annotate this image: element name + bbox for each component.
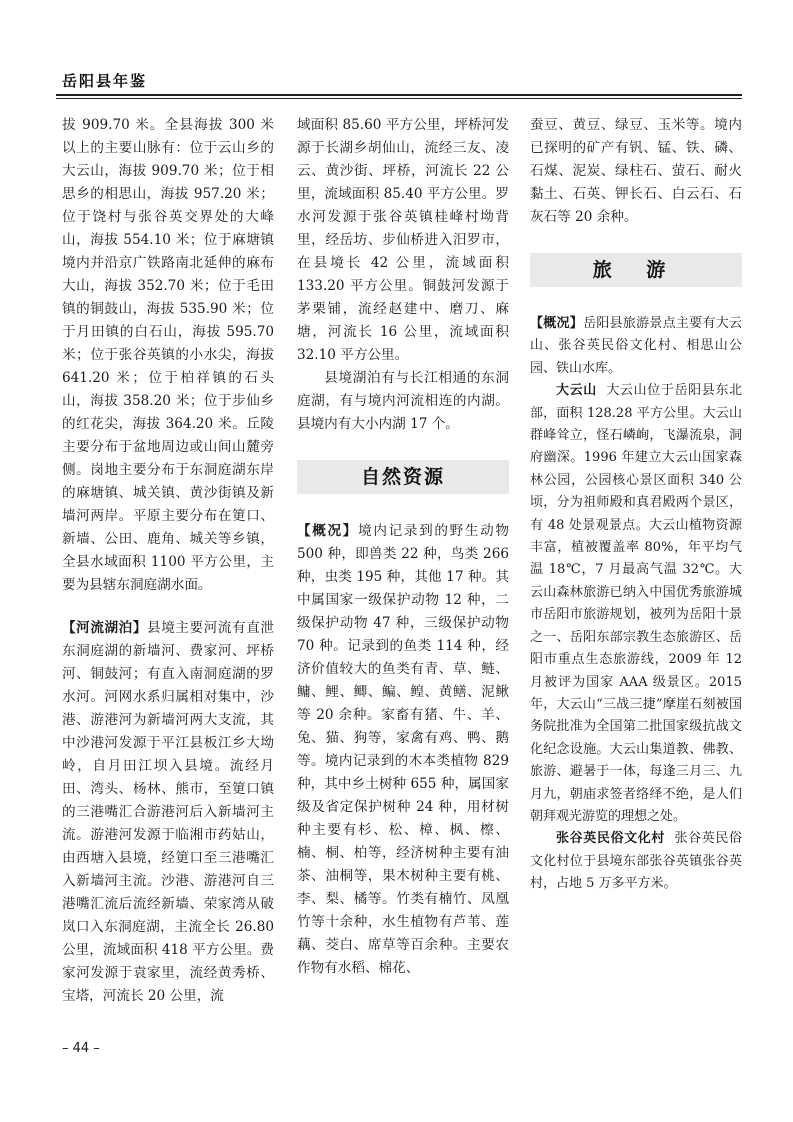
col3-paragraph-dayunshan — [530, 380, 742, 828]
zhangguying-body: 张谷英民俗文化村位于县境东部张谷英镇张谷英村，占地 5 万多平方米。 — [530, 831, 742, 892]
running-header-title: 岳阳县年鉴 — [62, 72, 148, 90]
page-number: – 44 – — [62, 1041, 100, 1056]
col3-paragraph-zhangguying — [530, 828, 742, 895]
col3-paragraph-tourism-overview — [530, 313, 742, 380]
col1-paragraph-terrain: 拔 909.70 米。全县海拔 300 米以上的主要山脉有：位于云山乡的大云山，海拔 909.70 米；位于相思乡的相思山，海拔 957.20 米；位于饶村与张谷英交界处的大峰山，海拔 554.10 米；位于麻塘镇境内并沿京广铁路南北延伸的麻布大山，海拔 352.70 米；位于毛田镇的铜鼓山，海拔 535.90 米；位于月田镇的白石山，海拔 595.70 米；位于张谷英镇的小水尖，海拔 641.20 米；位于柏祥镇的石头山，海拔 358.20 米；位于步仙乡的红花尖，海拔 364.20 米。丘陵主要分布于盆地周边或山间山麓旁侧。岗地主要分布于东洞庭湖东岸的麻塘镇、城关镇、黄沙街镇及新墙河两岸。平原主要分布在筻口、新墙、公田、鹿角、城关等乡镇，全县水域面积 1100 平方公里，主要为县辖东洞庭湖水面。 — [62, 117, 274, 593]
overview-body: 境内记录到的野生动物 500 种，即兽类 22 种，鸟类 266 种，虫类 195 种，其他 17 种。其中属国家一级保护动物 12 种，二级保护动物 47 种，三级保护动物 70 种。记录到的鱼类 114 种，经济价值较大的鱼类有青、草、鲢、鳙、鲤、鲫、鳊、鳇、黄鳝、泥鳅等 20 余种。家畜有猪、牛、羊、兔、猫、狗等，家禽有鸡、鸭、鹅等。境内记录到的木本类植物 829 种，其中乡土树种 655 种，属国家级及省定保护树种 24 种，用材树种主要有杉、松、樟、枫、檫、楠、桐、柏等，经济树种主要有油茶、油桐等，果木树种主要有桃、李、梨、橘等。竹类有楠竹、凤凰竹等十余种，水生植物有芦苇、莲藕、茭白、席草等百余种。主要农作物有水稻、棉花、 — [297, 523, 510, 976]
zhangguying-heading: 张谷英民俗文化村 — [556, 831, 665, 847]
rivers-lead-label: 【河流湖泊】 — [62, 620, 148, 636]
dayunshan-heading: 大云山 — [556, 383, 597, 399]
section-title-natural-resources: 自然资源 — [297, 460, 509, 494]
col3-paragraph-minerals: 蚕豆、黄豆、绿豆、玉米等。境内已探明的矿产有钒、锰、铁、磷、石煤、泥炭、绿柱石、萤石、耐火黏土、石英、钾长石、白云石、石灰石等 20 余种。 — [530, 117, 742, 225]
col2-paragraph-rivers-cont: 域面积 85.60 平方公里，坪桥河发源于长湖乡胡仙山，流经三友、凌云、黄沙街、坪桥，河流长 22 公里，流域面积 85.40 平方公里。罗水河发源于张谷英镇桂峰村坳背里，经岳坊、步仙桥进入汨罗市，在县境长 42 公里，流域面积 133.20 平方公里。铜鼓河发源于茅栗铺，流经赵建中、磨刀、麻塘，河流长 16 公里，流域面积 32.10 平方公里。 — [297, 117, 509, 363]
column-2 — [297, 114, 509, 980]
section-title-tourism: 旅 游 — [530, 253, 742, 287]
header-rule-thin — [56, 98, 742, 99]
header-rule-thick — [56, 94, 742, 96]
col2-paragraph-lakes: 县境湖泊有与长江相通的东洞庭湖，有与境内河流相连的内湖。县境内有大小内湖 17 个。 — [297, 370, 509, 432]
tourism-overview-body: 岳阳县旅游景点主要有大云山、张谷英民俗文化村、相思山公园、铁山水库。 — [530, 316, 742, 376]
tourism-lead-label: 【概况】 — [530, 316, 584, 331]
column-3 — [530, 114, 742, 896]
dayunshan-body: 大云山位于岳阳县东北部，面积 128.28 平方公里。大云山群峰耸立，怪石嶙峋，飞瀑流泉，洞府幽深。1996 年建立大云山国家森林公园，公园核心景区面积 340 公顷，分为祖师殿和真君殿两个景区，有 48 处景观景点。大云山植物资源丰富，植被覆盖率 80%，年平均气温 18℃，7 月最高气温 32℃。大云山森林旅游已纳入中国优秀旅游城市岳阳市旅游规划，被列为岳阳十景之一、岳阳东部宗教生态旅游区、岳阳市重点生态旅游线，2009 年 12 月被评为国家 AAA 级景区。2015 年，大云山“三战三捷”摩崖石刻被国务院批准为全国第二批国家级抗战文化纪念设施。大云山集道教、佛教、旅游、避暑于一体，每逢三月三、九月九，朝庙求签者络绎不绝，是人们朝拜观光游览的理想之处。 — [530, 383, 742, 824]
overview-lead-label: 【概况】 — [297, 523, 359, 539]
rivers-body: 县境主要河流有直泄东洞庭湖的新墙河、费家河、坪桥河、铜鼓河；有直入南洞庭湖的罗水河。河网水系归属相对集中，沙港、游港河为新墙河两大支流，其中沙港河发源于平江县板江乡大坳岭，自月田江坝入县境。流经月田、湾头、杨林、熊市，至筻口镇的三港嘴汇合游港河后入新墙河主流。游港河发源于临湘市药姑山，由西塘入县境，经筻口至三港嘴汇入新墙河主流。沙港、游港河自三港嘴汇流后流经新墙、荣家湾从破岚口入东洞庭湖，主流全长 26.80 公里，流域面积 418 平方公里。费家河发源于袁家里，流经黄秀桥、宝塔，河流长 20 公里，流 — [62, 620, 274, 1004]
col2-paragraph-overview — [297, 520, 509, 980]
col1-paragraph-rivers — [62, 617, 274, 1008]
column-1 — [62, 114, 274, 1008]
